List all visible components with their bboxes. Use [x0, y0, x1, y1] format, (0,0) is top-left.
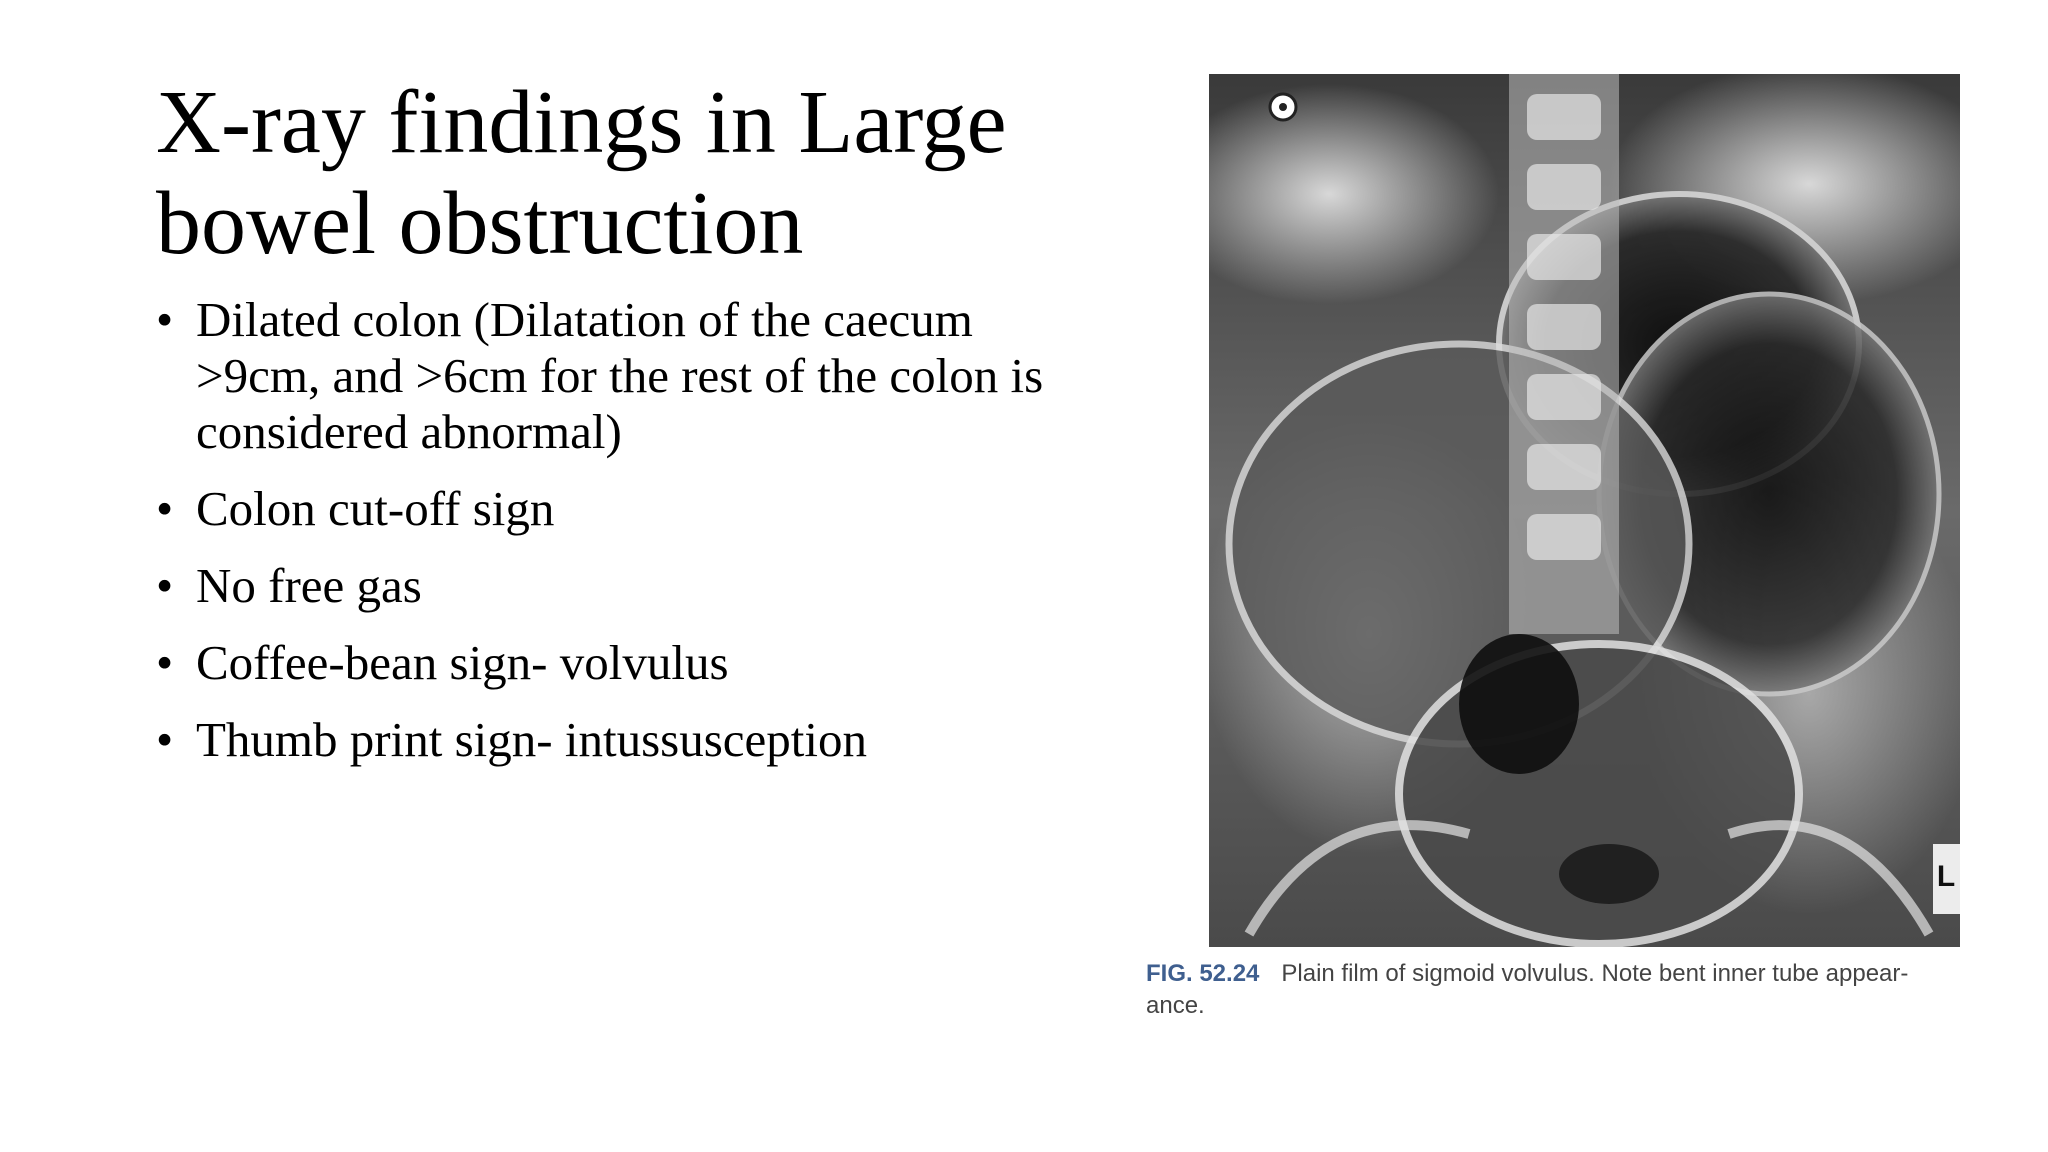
- xray-illustration: [1209, 74, 1960, 947]
- bullet-text: • Dilated colon (Dilatation of the caecum: [196, 292, 973, 347]
- bullet-item-coffee-bean: [156, 635, 1116, 691]
- bullet-text: • Colon cut-off sign: [196, 481, 555, 536]
- bullet-text: • Coffee-bean sign- volvulus: [196, 635, 729, 690]
- bullet-item-no-free-gas: [156, 558, 1116, 614]
- bullet-text: >9cm, and >6cm for the rest of the colon is: [196, 348, 1044, 403]
- bullet-item-cut-off-sign: [156, 481, 1116, 537]
- bullet-text: considered abnormal): [196, 404, 622, 459]
- figure-caption-text-1: Plain film of sigmoid volvulus. Note bent inner tube appear-: [1281, 960, 1909, 987]
- slide-title: [156, 72, 1136, 274]
- bullet-item-dilated-colon: [156, 292, 1116, 460]
- figure-caption: [1146, 958, 2026, 1022]
- bullet-list: [156, 292, 1116, 789]
- slide-title-line-1: X-ray findings in Large: [156, 73, 1007, 172]
- xray-side-marker: L: [1936, 860, 1956, 893]
- bullet-text: • No free gas: [196, 558, 422, 613]
- xray-image: [1209, 74, 1960, 947]
- bullet-item-thumb-print: [156, 712, 1116, 768]
- bullet-text: • Thumb print sign- intussusception: [196, 712, 867, 767]
- slide-title-line-2: bowel obstruction: [156, 174, 804, 273]
- figure-label: FIG. 52.24: [1146, 960, 1260, 987]
- figure-caption-text-2: ance.: [1146, 992, 1205, 1019]
